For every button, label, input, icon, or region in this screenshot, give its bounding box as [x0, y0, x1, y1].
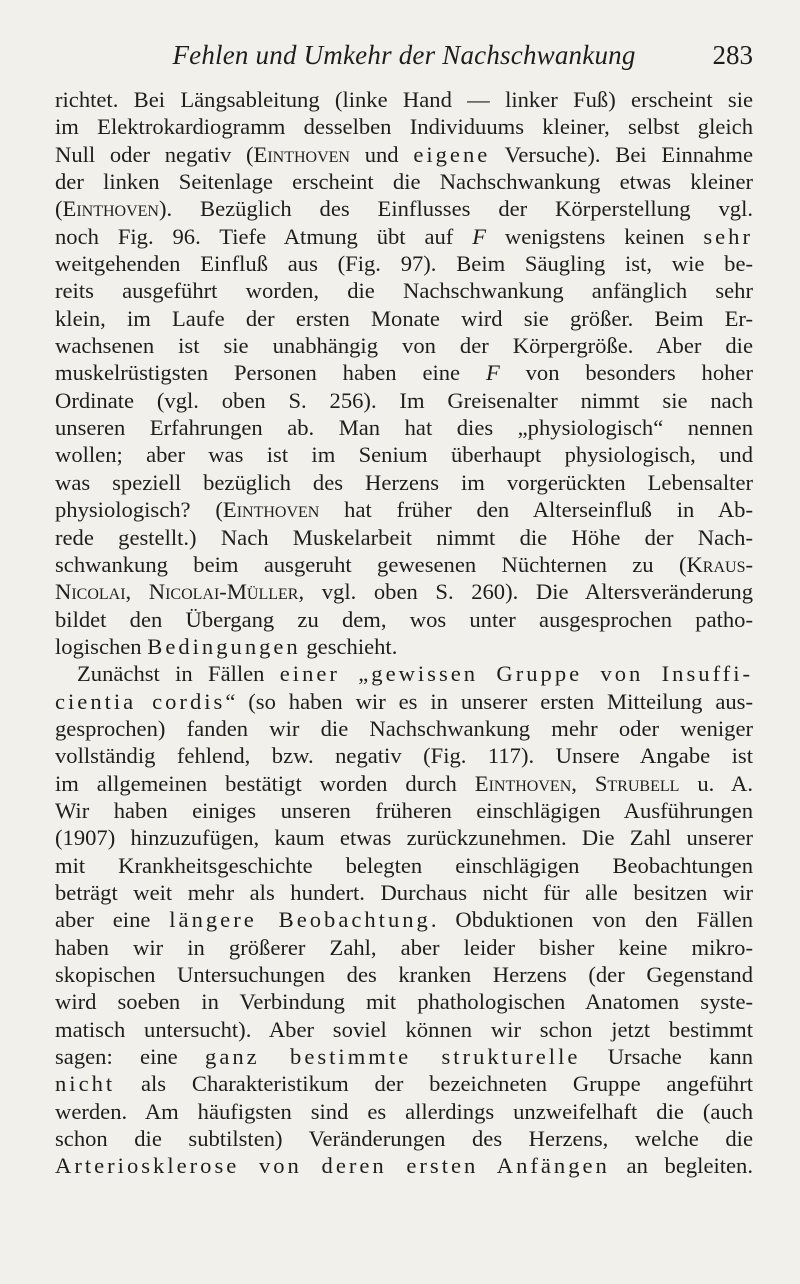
text-line: [55, 496, 753, 523]
text-run: vollständig fehlend, bzw. negativ (Fig. 117). Unsere Angabe ist: [55, 743, 753, 769]
text-run: wenigstens keinen: [486, 223, 704, 249]
author-name: Kraus-: [686, 551, 753, 577]
spaced-emphasis: eigene: [413, 141, 491, 167]
spaced-emphasis: Arteriosklerose von deren ersten Anfängen: [55, 1153, 610, 1179]
text-run: und: [349, 141, 414, 167]
text-line: [55, 359, 753, 386]
text-line: [55, 1098, 753, 1125]
body-text: [55, 86, 753, 1180]
text-run: matisch untersucht). Aber soviel können wir schon jetzt bestimmt: [55, 1016, 753, 1042]
text-run: Zunächst in Fällen: [77, 661, 280, 687]
text-run: werden. Am häufigsten sind es allerdings unzweifelhaft die (auch: [55, 1098, 753, 1124]
text-line: [55, 305, 753, 332]
text-line: [55, 86, 753, 113]
text-run: Versuche). Bei Einnahme: [490, 141, 753, 167]
spaced-emphasis: Bedingungen: [147, 633, 301, 659]
text-run: an begleiten.: [609, 1153, 753, 1179]
text-run: logischen: [55, 633, 148, 659]
text-line: [55, 852, 753, 879]
text-line: [55, 1016, 753, 1043]
text-run: wachsenen ist sie unabhängig von der Körpergröße. Aber die: [55, 333, 753, 359]
page-header: [55, 40, 753, 80]
text-line: [55, 1125, 753, 1152]
text-run: mit Krankheitsgeschichte belegten einschlägigen Beobachtungen: [55, 852, 753, 878]
text-line: [55, 1043, 753, 1070]
spaced-emphasis: ganz bestimmte strukturelle: [205, 1044, 581, 1070]
text-line: [55, 961, 753, 988]
text-run: (1907) hinzuzufügen, kaum etwas zurückzunehmen. Die Zahl unserer: [55, 825, 753, 851]
italic-symbol: F: [472, 223, 487, 249]
text-line: [55, 824, 753, 851]
text-run: schon die subtilsten) Veränderungen des Herzens, welche die: [55, 1126, 753, 1152]
spaced-emphasis: cientia cordis: [55, 688, 226, 714]
text-run: skopischen Untersuchungen des kranken Herzens (der Gegenstand: [55, 962, 753, 987]
text-run: Ordinate (vgl. oben S. 256). Im Greisenalter nimmt sie nach: [55, 387, 753, 413]
author-name: Einthoven: [222, 497, 320, 523]
text-run: ). Bezüglich des Einflusses der Körperstellung vgl.: [158, 196, 753, 222]
text-line: [55, 113, 753, 140]
text-run: geschieht.: [300, 633, 398, 659]
running-title: Fehlen und Umkehr der Nachschwankung: [172, 40, 636, 70]
text-line: [55, 168, 753, 195]
text-run: aber eine: [55, 907, 170, 933]
author-name: Einthoven: [253, 141, 350, 167]
text-run: was speziell bezüglich des Herzens im vorgerückten Lebensalter: [55, 469, 753, 495]
text-run: haben wir in größerer Zahl, aber leider bisher keine mikro-: [55, 934, 753, 960]
text-line: [55, 742, 753, 769]
text-run: “ (so haben wir es in unserer ersten Mitteilung aus-: [225, 688, 753, 714]
text-line: [55, 223, 753, 250]
text-run: reits ausgeführt worden, die Nachschwankung anfänglich sehr: [55, 278, 753, 304]
italic-symbol: F: [485, 360, 500, 386]
text-line: [55, 988, 753, 1015]
text-run: muskelrüstigsten Personen haben eine: [55, 360, 486, 386]
text-line: [55, 1152, 753, 1179]
text-run: (: [55, 196, 63, 222]
text-line: [55, 1070, 753, 1097]
text-run: gesprochen) fanden wir die Nachschwankung mehr oder weniger: [55, 715, 753, 741]
text-run: physiologisch? (: [55, 497, 223, 523]
page-number: 283: [712, 40, 753, 70]
spaced-emphasis: sehr: [703, 223, 754, 249]
text-line: [55, 906, 753, 933]
text-line: [55, 250, 753, 277]
text-run: noch Fig. 96. Tiefe Atmung übt auf: [55, 223, 473, 249]
author-name: Nicolai, Nicolai-Müller: [55, 579, 299, 605]
text-run: im allgemeinen bestätigt worden durch: [55, 770, 475, 796]
text-run: u. A.: [679, 770, 753, 796]
text-line: [55, 688, 753, 715]
spaced-emphasis: längere Beobachtung: [169, 907, 431, 933]
text-run: Ursache kann: [580, 1044, 753, 1070]
text-line: [55, 660, 753, 687]
text-run: richtet. Bei Längsableitung (linke Hand — linker Fuß) erscheint sie: [55, 87, 753, 112]
text-line: [55, 934, 753, 961]
text-line: [55, 551, 753, 578]
text-line: [55, 387, 753, 414]
author-name: Einthoven, Strubell: [474, 770, 680, 796]
text-run: , vgl. oben S. 260). Die Altersveränderung: [298, 579, 754, 605]
text-run: bildet den Übergang zu dem, wos unter ausgesprochen patho-: [55, 606, 753, 632]
text-line: [55, 141, 753, 168]
text-line: [55, 277, 753, 304]
text-run: Wir haben einiges unseren früheren einschlägigen Ausführungen: [55, 797, 753, 823]
text-run: Null oder negativ (: [55, 141, 254, 167]
text-run: im Elektrokardiogramm desselben Individuums kleiner, selbst gleich: [55, 114, 753, 140]
text-run: . Obduktionen von den Fällen: [430, 907, 753, 933]
text-line: [55, 606, 753, 633]
text-line: [55, 633, 753, 660]
text-line: [55, 469, 753, 496]
text-run: unseren Erfahrungen ab. Man hat dies „physiologisch“ nennen: [55, 415, 753, 441]
text-run: rede gestellt.) Nach Muskelarbeit nimmt die Höhe der Nach-: [55, 524, 753, 550]
text-run: sagen: eine: [55, 1044, 206, 1070]
text-run: als Charakteristikum der bezeichneten Gruppe angeführt: [115, 1071, 753, 1097]
text-line: [55, 414, 753, 441]
text-run: hat früher den Alterseinfluß in Ab-: [319, 497, 753, 523]
text-line: [55, 770, 753, 797]
text-run: beträgt weit mehr als hundert. Durchaus nicht für alle besitzen wir: [55, 879, 753, 905]
text-line: [55, 332, 753, 359]
text-run: wollen; aber was ist im Senium überhaupt physiologisch, und: [55, 442, 753, 468]
text-run: der linken Seitenlage erscheint die Nachschwankung etwas kleiner: [55, 169, 753, 195]
text-line: [55, 524, 753, 551]
text-line: [55, 797, 753, 824]
text-line: [55, 195, 753, 222]
text-run: wird soeben in Verbindung mit phathologischen Anatomen syste-: [55, 989, 753, 1015]
text-run: schwankung beim ausgeruht gewesenen Nüchternen zu (: [55, 551, 687, 577]
spaced-emphasis: einer „gewissen Gruppe von Insuffi-: [279, 661, 754, 687]
text-line: [55, 578, 753, 605]
text-run: weitgehenden Einfluß aus (Fig. 97). Beim Säugling ist, wie be-: [55, 251, 753, 277]
author-name: Einthoven: [62, 196, 159, 222]
text-line: [55, 715, 753, 742]
text-line: [55, 441, 753, 468]
text-run: klein, im Laufe der ersten Monate wird sie größer. Beim Er-: [55, 305, 753, 331]
spaced-emphasis: nicht: [55, 1071, 116, 1097]
text-line: [55, 879, 753, 906]
text-run: von besonders hoher: [499, 360, 753, 386]
